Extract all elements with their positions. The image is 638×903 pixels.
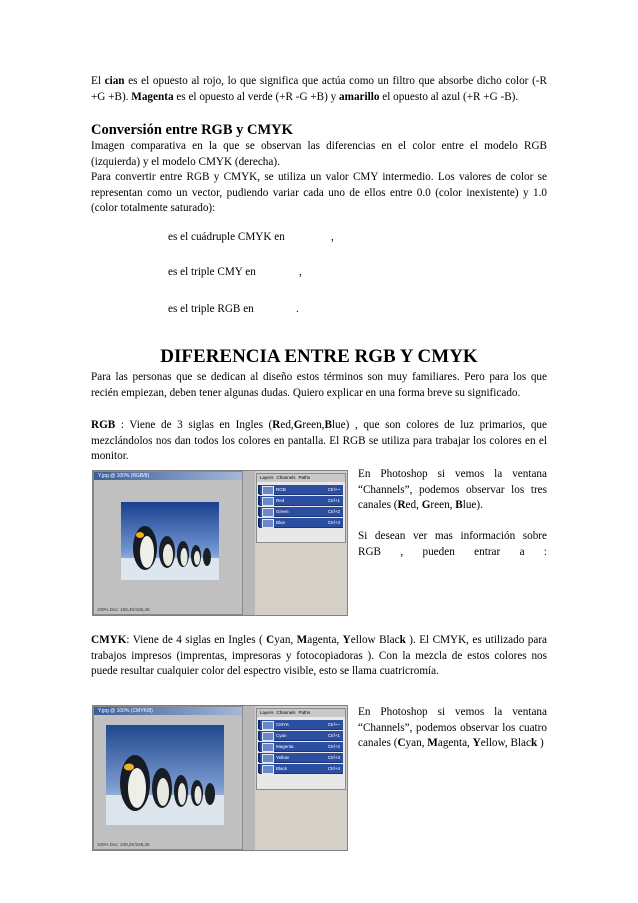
eye-icon[interactable]	[258, 731, 260, 740]
channel-row[interactable]	[259, 518, 343, 528]
channel-shortcut: Ctrl+3	[327, 755, 340, 760]
intro-text: es el opuesto al verde (+R -G +B) y	[173, 90, 340, 103]
side-text: ellow, Blac	[480, 737, 531, 749]
formula-line	[168, 303, 299, 315]
letter-y: Y	[472, 737, 481, 749]
letter-c: C	[397, 737, 406, 749]
window-titlebar	[94, 472, 242, 480]
intro-text: El	[91, 75, 105, 87]
channel-row[interactable]	[259, 507, 343, 517]
side-text: )	[537, 737, 544, 749]
letter-y: Y	[342, 634, 351, 646]
status-bar: 100% Doc: 248,2K/248,2K	[97, 842, 151, 847]
channel-thumbnail	[262, 519, 274, 528]
tab-paths[interactable]: Paths	[298, 475, 311, 480]
channel-row[interactable]	[259, 764, 343, 774]
rgb-text: ed,	[280, 419, 294, 431]
channel-thumbnail	[262, 732, 274, 741]
rgb-text: lue) , que son colores de luz primarios, que mezclándolos nos dan todos los colores en pantalla. El RGB se utiliza para trabajar los colores en el monitor.	[91, 419, 547, 462]
channel-thumbnail	[262, 721, 274, 730]
photoshop-cmyk-screenshot	[92, 705, 348, 851]
panel-gutter	[243, 471, 255, 615]
intro-text: el opuesto al azul (+R +G -B).	[379, 90, 519, 103]
cian-term: cian	[104, 75, 125, 87]
tab-layers[interactable]: Layers	[260, 475, 274, 480]
channel-shortcut: Ctrl+3	[327, 520, 340, 525]
tab-layers[interactable]: Layers	[260, 710, 274, 715]
channel-shortcut: Ctrl+2	[327, 744, 340, 749]
panel-gutter	[243, 706, 255, 850]
cmyk-text: : Viene de 4 siglas en Ingles (	[126, 634, 267, 646]
channel-row[interactable]	[259, 496, 343, 506]
conversion-paragraph-2: Para convertir entre RGB y CMYK, se utiliza un valor CMY intermedio. Los valores de color se representan como un vector, pudiendo variar cada uno de ellos entre 0.0 (color inexistente) y 1.0 (color totalmente saturado):	[91, 171, 547, 214]
rgb-definition	[91, 418, 547, 465]
channel-name: Red	[276, 498, 285, 503]
channel-shortcut: Ctrl+4	[327, 766, 340, 771]
formula-text: es el triple RGB en	[168, 303, 254, 315]
channel-thumbnail	[262, 765, 274, 774]
channel-row[interactable]	[259, 720, 343, 730]
letter-g: G	[421, 499, 431, 511]
letter-b: B	[455, 499, 463, 511]
magenta-term: Magenta	[131, 90, 174, 103]
channel-row[interactable]	[259, 731, 343, 741]
rgb-text: reen,	[302, 419, 325, 431]
side-text: ed,	[405, 499, 422, 511]
status-bar: 100% Doc: 165,4K/165,4K	[97, 607, 151, 612]
window-titlebar	[94, 707, 242, 715]
tab-paths[interactable]: Paths	[298, 710, 311, 715]
formula-punct: .	[296, 303, 299, 315]
channel-name: CMYK	[276, 722, 290, 727]
cmyk-term: CMYK	[91, 634, 127, 646]
side-text: yan,	[405, 737, 428, 749]
channel-thumbnail	[262, 486, 274, 495]
cmyk-side-paragraph	[358, 705, 547, 752]
letter-k: k	[399, 634, 406, 646]
formula-punct: ,	[331, 231, 334, 243]
side-text: En Photoshop si vemos la ventana “Channels”, podemos observar los cuatro canales (	[358, 706, 547, 749]
window-title: Y.jpg @ 100% (RGB/8)	[98, 473, 150, 479]
channels-panel	[256, 708, 346, 790]
cmyk-definition	[91, 633, 547, 680]
letter-m: M	[427, 737, 438, 749]
channel-row[interactable]	[259, 742, 343, 752]
document-window	[93, 706, 243, 850]
rgb-text: : Viene de 3 siglas en Ingles (	[115, 419, 273, 431]
letter-g: G	[293, 419, 303, 431]
channel-row[interactable]	[259, 753, 343, 763]
channel-thumbnail	[262, 754, 274, 763]
channel-name: Yellow	[276, 755, 289, 760]
channel-name: RGB	[276, 487, 286, 492]
formula-line	[168, 231, 334, 243]
channel-shortcut: Ctrl+2	[327, 509, 340, 514]
letter-r: R	[272, 419, 281, 431]
window-title: Y.jpg @ 100% (CMYK/8)	[98, 708, 153, 714]
channel-name: Black	[276, 766, 288, 771]
channel-thumbnail	[262, 508, 274, 517]
document-window	[93, 471, 243, 615]
side-text: agenta,	[437, 737, 473, 749]
eye-icon[interactable]	[258, 518, 260, 527]
eye-icon[interactable]	[258, 764, 260, 773]
penguins-photo	[121, 502, 219, 580]
eye-icon[interactable]	[258, 507, 260, 516]
cmyk-text: ellow Blac	[350, 634, 400, 646]
photoshop-rgb-screenshot	[92, 470, 348, 616]
side-text: En Photoshop si vemos la ventana “Channels”, podemos observar los tres canales (	[358, 468, 547, 511]
conversion-heading: Conversión entre RGB y CMYK	[91, 122, 293, 138]
formula-text: es el triple CMY en	[168, 266, 256, 278]
channel-name: Green	[276, 509, 289, 514]
panel-tabs	[257, 474, 345, 482]
conversion-paragraph-1: Imagen comparativa en la que se observan las diferencias en el color entre el modelo RGB (izquierda) y el modelo CMYK (derecha).	[91, 140, 547, 168]
rgb-intro-paragraph: Para las personas que se dedican al diseño estos términos son muy familiares. Pero para los que recién empiezan, deben tener algunas dudas. Quiero explicar en una forma breve su significado.	[91, 371, 547, 399]
side-text: reen,	[430, 499, 456, 511]
intro-paragraph	[91, 74, 547, 105]
eye-icon[interactable]	[258, 496, 260, 505]
rgb-side-paragraph	[358, 467, 547, 514]
letter-b: B	[324, 419, 332, 431]
letter-c: C	[266, 634, 275, 646]
channel-shortcut: Ctrl+1	[327, 498, 340, 503]
rgb-more-info: Si desean ver mas información sobre RGB , pueden entrar a :	[358, 530, 547, 558]
channel-shortcut: Ctrl+~	[327, 722, 340, 727]
side-text: lue).	[462, 499, 483, 511]
letter-k: k	[530, 737, 538, 749]
formula-text: es el cuádruple CMYK en	[168, 231, 285, 243]
channel-shortcut: Ctrl+1	[327, 733, 340, 738]
letter-m: M	[296, 634, 308, 646]
channel-shortcut: Ctrl+~	[327, 487, 340, 492]
intro-text: es el opuesto al rojo, lo que significa que actúa como un filtro que absorbe dicho color (-R +G +B).	[91, 75, 547, 103]
formula-punct: ,	[299, 266, 302, 278]
channels-panel	[256, 473, 346, 543]
channel-name: Magenta	[276, 744, 294, 749]
tab-channels[interactable]: Channels	[276, 475, 296, 480]
main-title: DIFERENCIA ENTRE RGB Y CMYK	[160, 346, 478, 367]
eye-icon[interactable]	[258, 742, 260, 751]
letter-r: R	[397, 499, 406, 511]
amarillo-term: amarillo	[339, 90, 380, 103]
cmyk-text: agenta,	[307, 634, 343, 646]
rgb-term: RGB	[91, 419, 116, 431]
channel-thumbnail	[262, 497, 274, 506]
channel-name: Cyan	[276, 733, 287, 738]
cmyk-text: yan,	[274, 634, 297, 646]
tab-channels[interactable]: Channels	[276, 710, 296, 715]
eye-icon[interactable]	[258, 720, 260, 729]
channel-name: Blue	[276, 520, 286, 525]
eye-icon[interactable]	[258, 753, 260, 762]
channel-thumbnail	[262, 743, 274, 752]
panel-tabs	[257, 709, 345, 717]
channel-row[interactable]	[259, 485, 343, 495]
penguins-photo	[106, 725, 224, 825]
eye-icon[interactable]	[258, 485, 260, 494]
cmyk-text: ). El CMYK, es utilizado para trabajos impresos (imprentas, impresoras y fotocopiadoras ). Con la mezcla de estos colores nos puede resultar cualquier color del espectro visible, esto se llama cuatricromía.	[91, 634, 548, 677]
formula-line	[168, 266, 302, 278]
